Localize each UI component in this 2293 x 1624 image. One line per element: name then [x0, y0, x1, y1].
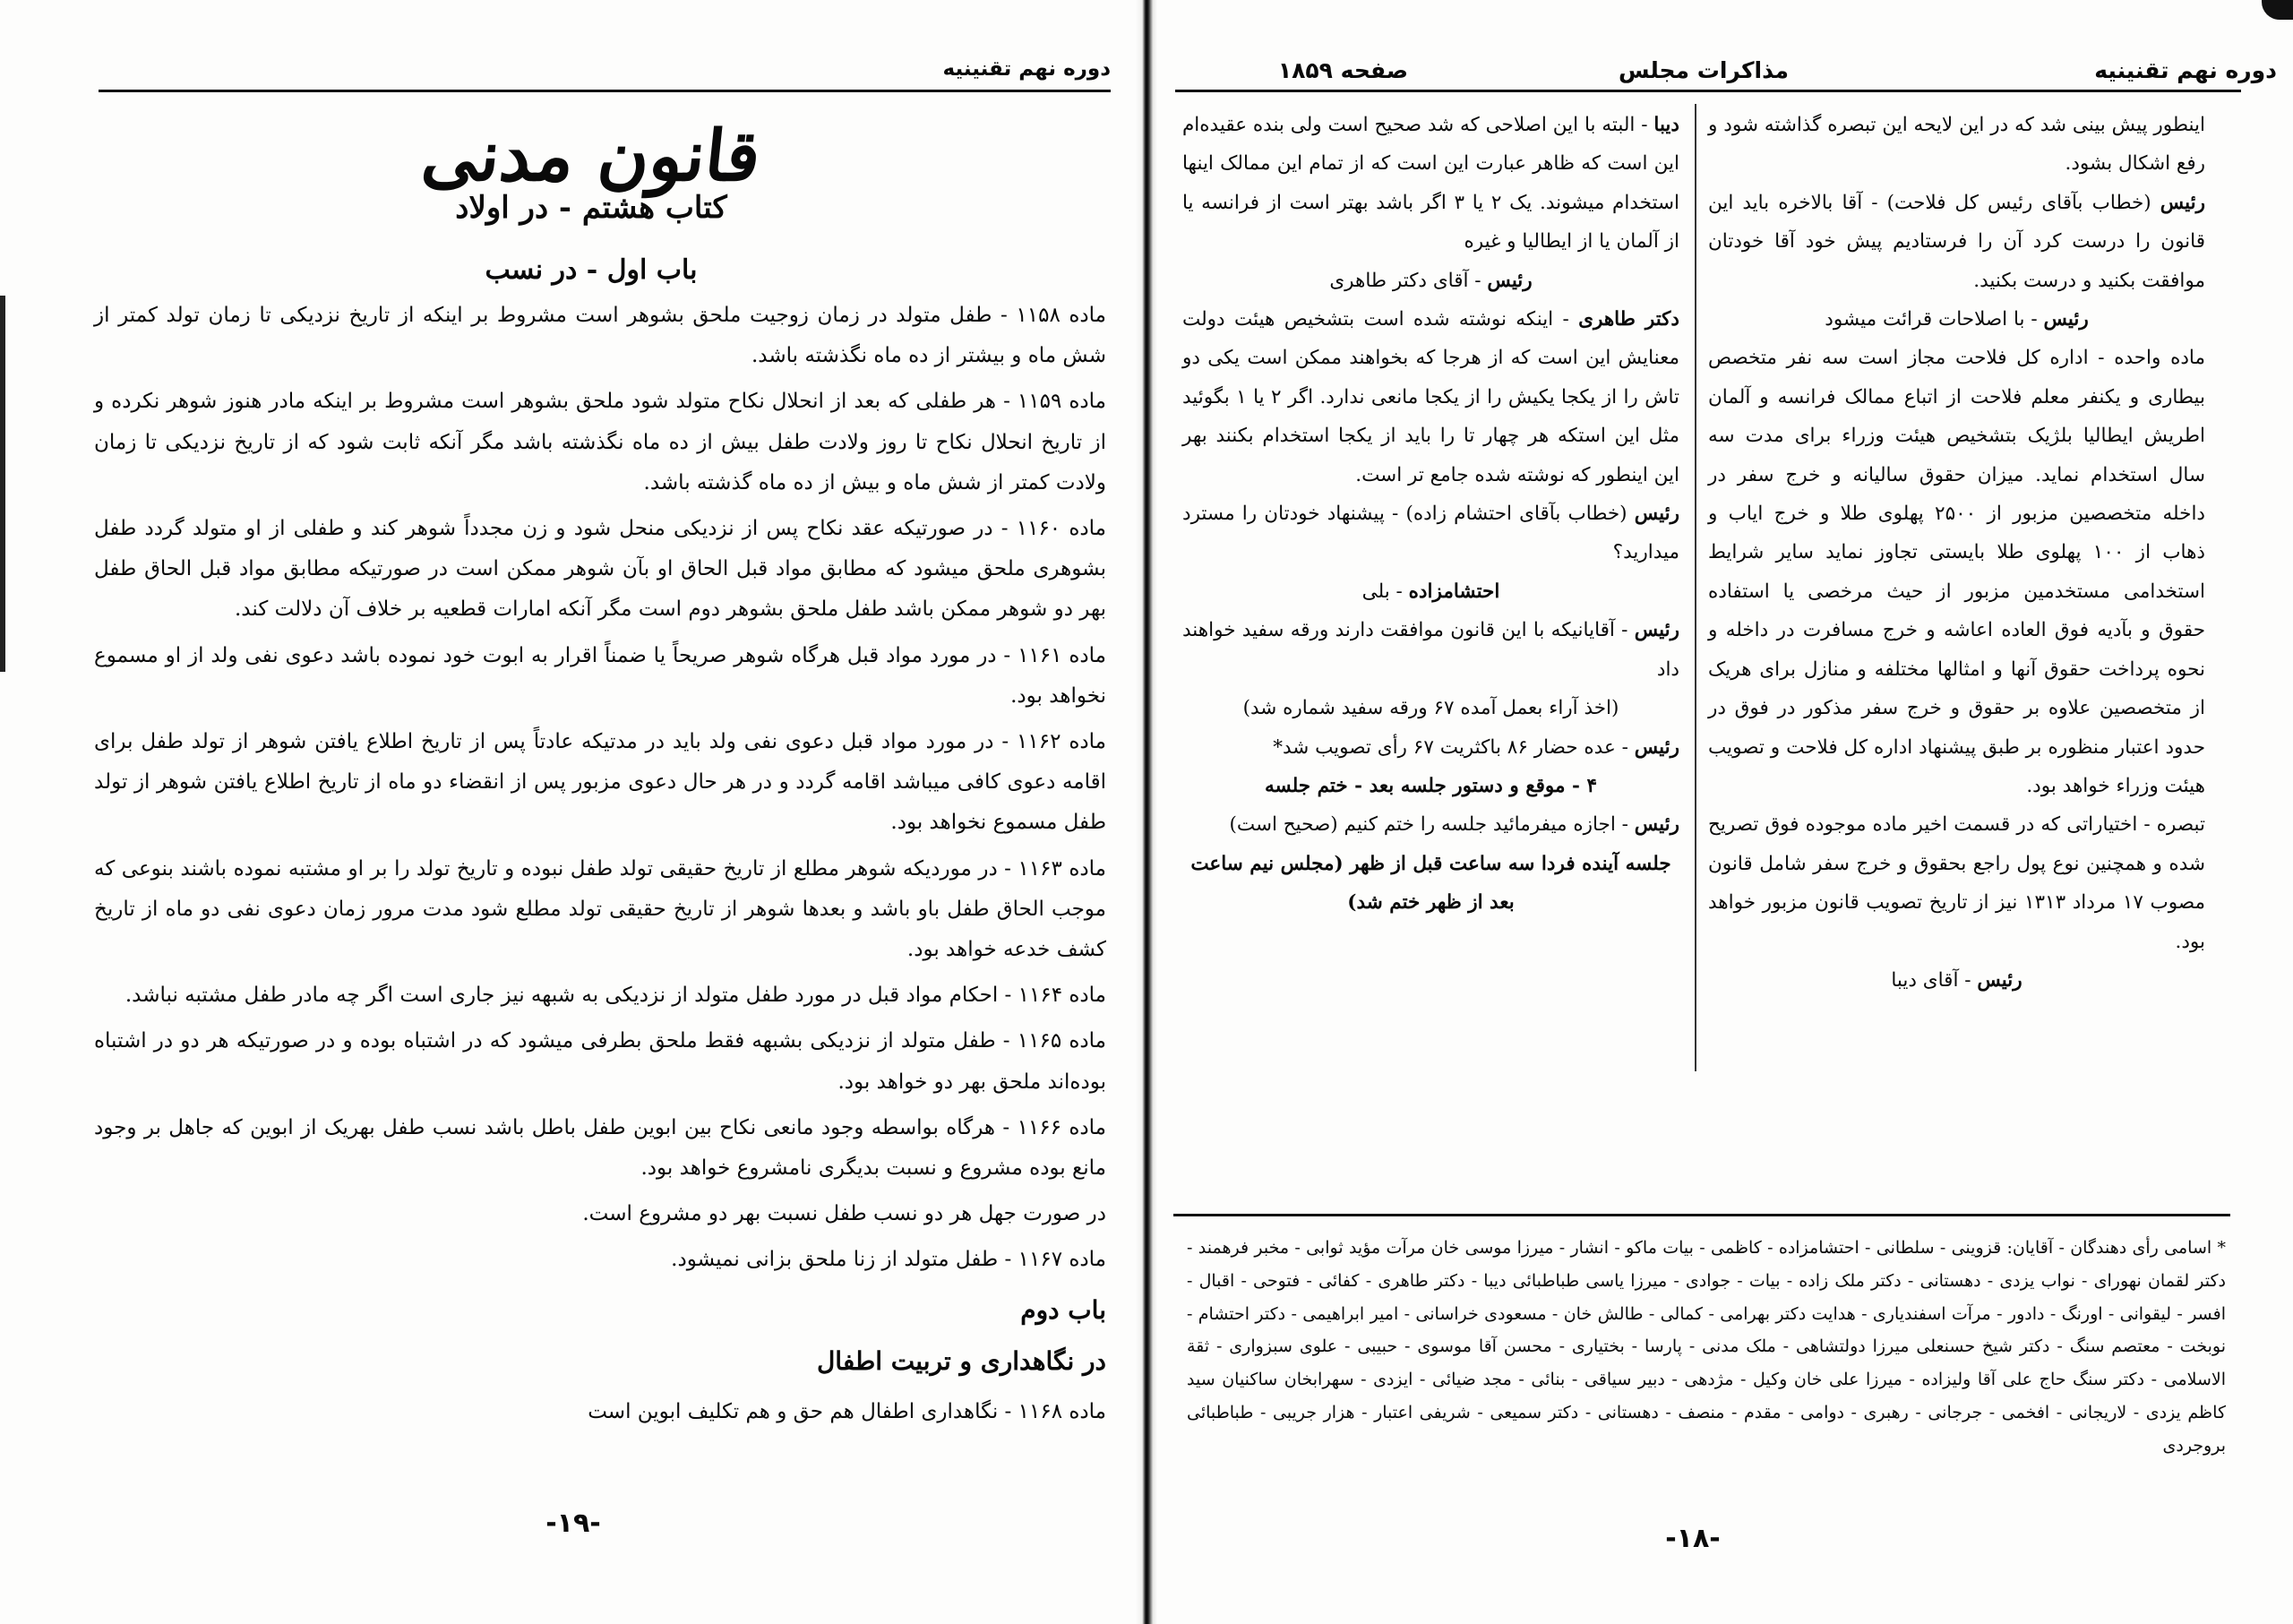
left-page: [0, 0, 1136, 1624]
right-header-rule: [1175, 90, 2241, 92]
article-1158: ماده ۱۱۵۸ - طفل متولد در زمان زوجیت ملحق بشوهر است مشروط بر اینکه از تاریخ نزدیکی تا زمان تولد کمتر از شش ماه و بیشتر از ده ماه نگذشته باشد.: [94, 304, 1107, 368]
article-1163: ماده ۱۱۶۳ - در موردیکه شوهر مطلع از تاریخ حقیقی تولد طفل نبوده و تاریخ تولد را بر او مشتبه نموده باشند بنوعی که موجب الحاق طفل باو باشد و بعدها شوهر از تاریخ حقیقی تولد مطلع شود مدت مرور زمان دعوی نفی دو ماه از تاریخ کشف خدعه خواهد بود.: [94, 856, 1106, 962]
article-1168: ماده ۱۱۶۸ - نگاهداری اطفال هم حق و هم تکلیف ابوین است: [588, 1400, 1106, 1424]
right-header-left: صفحه ۱۸۵۹: [1277, 57, 1408, 83]
right-header-center: مذاکرات مجلس: [1618, 57, 1789, 83]
paragraph: جلسه آینده فردا سه ساعت قبل از ظهر (مجلس نیم ساعت بعد از ظهر ختم شد): [1190, 852, 1671, 915]
article-1161: ماده ۱۱۶۱ - در مورد مواد قبل هرگاه شوهر صریحاً یا ضمناً اقرار به ابوت خود نموده باشد دعوی نفی ولد از او مسموع نخواهد بود.: [94, 643, 1106, 708]
paragraph: (اخذ آراء بعمل آمده ۶۷ ورقه سفید شماره شد): [1242, 697, 1619, 720]
paragraph: احتشامزاده - بلی: [1361, 580, 1500, 603]
article-1159: ماده ۱۱۵۹ - هر طفلی که بعد از انحلال نکاح متولد شود ملحق بشوهر است مشروط بر اینکه مادر هنوز شوهر نکرده و از تاریخ انحلال نکاح تا روز ولادت طفل بیش از ده ماه نگذشته باشد مگر آنکه ثابت شود که از تاریخ نزدیکی تا زمان ولادت کمتر از شش ماه و بیش از ده ماه گذشته باشد.: [94, 390, 1107, 494]
article-1160: ماده ۱۱۶۰ - در صورتیکه عقد نکاح پس از نزدیکی منحل شود و زن مجدداً شوهر کند و طفلی از او متولد گردد طفل بشوهری ملحق میشود که مطابق مواد قبل الحاق او بآن شوهر ممکن است در صورتیکه مطابق مواد قبل الحاق طفل بهر دو شوهر ممکن باشد طفل ملحق بشوهر دوم است مگر آنکه امارات قطعیه بر خلاف آن دلالت کند.: [94, 517, 1106, 622]
paragraph: رئیس - آقایانیکه با این قانون موافقت دارند ورقه سفید خواهند داد: [1182, 619, 1680, 681]
paragraph: رئیس - عده حضار ۸۶ باکثریت ۶۷ رأی تصویب شد*: [1273, 735, 1679, 759]
left-page-number: -۱۹-: [545, 1508, 601, 1539]
book-spine: [1136, 0, 1157, 1624]
article-1164: ماده ۱۱۶۴ - احکام مواد قبل در مورد طفل متولد از نزدیکی به شبهه نیز جاری است اگر چه مادر طفل مشتبه نباشد.: [125, 984, 1106, 1008]
article-1167: ماده ۱۱۶۷ - طفل متولد از زنا ملحق بزانی نمیشود.: [671, 1248, 1106, 1272]
chapter-two-heading: باب دوم: [1020, 1294, 1106, 1325]
paragraph: رئیس (خطاب بآقای رئیس کل فلاحت) - آقا بالاخره باید این قانون را درست کرد آن را فرستادیم پیش خود آقا خودتان موافقت بکنید و درست بکنید.: [1708, 191, 2205, 292]
article-1165: ماده ۱۱۶۵ - طفل متولد از نزدیکی بشبهه فقط ملحق بطرفی میشود که در اشتباه بوده و در صورتیکه هر دو در اشتباه بوده‌اند ملحق بهر دو خواهد بود.: [94, 1029, 1106, 1094]
paragraph: رئیس (خطاب بآقای احتشام زاده) - پیشنهاد خودتان را مسترد میدارید؟: [1182, 503, 1679, 564]
book-title: کتاب هشتم - در اولاد: [455, 190, 727, 226]
section-title: باب اول - در نسب: [485, 254, 698, 286]
column-divider: [1695, 104, 1696, 1071]
scan-edge-shadow: [0, 296, 5, 672]
article-1166: ماده ۱۱۶۶ - هرگاه بواسطه وجود مانعی نکاح بین ابوین طفل باطل باشد نسب طفل بهریک از ابوین که جاهل بر وجود مانع بوده مشروع و نسبت بدیگری نامشروع خواهد بود.: [94, 1115, 1106, 1181]
paragraph: رئیس - آقای دکتر طاهری: [1329, 269, 1533, 292]
paragraph: رئیس - با اصلاحات قرائت میشود: [1825, 308, 2089, 331]
article-1162: ماده ۱۱۶۲ - در مورد مواد قبل دعوی نفی ولد باید در مدتیکه عادتاً پس از تاریخ اطلاع یافتن شوهر از تولد طفل برای اقامه دعوی کافی میباشد اقامه گردد و در هر حال دعوی مزبور پس از انقضاء دو ماه از تاریخ اطلاع یافتن شوهر از تولد طفل مسموع نخواهد بود.: [94, 730, 1106, 835]
right-header-right: دوره نهم تقنینیه: [2094, 57, 2277, 83]
left-articles: [94, 296, 1106, 1438]
paragraph: رئیس - آقای دیبا: [1891, 968, 2022, 992]
right-page-number: -۱۸-: [1665, 1523, 1721, 1554]
footnote-voters-list: * اسامی رأی دهندگان - آقایان: قزوینی - سلطانی - احتشامزاده - کاظمی - بیات ماکو - انشار - میرزا موسی خان مرآت مؤید ثوابی - مخبر فرهمند - دکتر لقمان نهورای - نواب یزدی - دهستانی - دکتر ملک زاده - بیات - جوادی - میرزا یاسی طباطبائی دیبا - دکتر طاهری - کفائی - فتوحی - اقبال - افسر - لیقوانی - اورنگ - دادور - مرآت اسفندیاری - هدایت دکتر بهرامی - کمالی - طالش خان - مسعودی خراسانی - امیر ابراهیمی - دکتر احتشام - نوبخت - معتصم سنگ - دکتر شیخ حسنعلی میرزا دولتشاهی - ملک مدنی - پارسا - بختیاری - محسن آقا موسوی - حبیبی - علوی سبزواری - ثقة الاسلامی - دکتر سنگ حاج علی آقا ولیزاده - میرزا علی خان وکیل - مژدهی - دبیر سیاقی - بنائی - مجد ضیائی - ایزدی - سهرابخان ساکنیان سید کاظم یزدی - لاریجانی - افخمی - جرجانی - رهبری - دوامی - مقدم - منصف - دهستانی - دکتر سمیعی - شریفی اعتبار - هزار جریبی - طباطبائی بروجردی: [1187, 1238, 2226, 1456]
paragraph: اینطور پیش بینی شد که در این لایحه این تبصره گذاشته شود و رفع اشکال بشود.: [1708, 114, 2205, 176]
paragraph: دکتر طاهری - اینکه نوشته شده است بتشخیص هیئت دولت معنایش این است که از هرجا که بخواهند ممکن است یکی دو تاش را از یکجا یکیش را از یکجا مانعی ندارد. اگر ۲ یا ۱ بگوئید مثل این استکه هر چهار تا را باید از یکجا استخدام بکنند بهر این اینطور که نوشته شده جامع تر است.: [1182, 308, 1679, 486]
law-title: قانون مدنی: [417, 116, 765, 197]
paragraph: رئیس - اجازه میفرمائید جلسه را ختم کنیم (صحیح است): [1229, 813, 1679, 837]
footnote-rule: [1173, 1214, 2230, 1216]
left-running-header: دوره نهم تقنینیه: [942, 57, 1111, 81]
paragraph: دیبا - البته با این اصلاحی که شد صحیح است ولی بنده عقیده‌ام این است که ظاهر عبارت این است که از تمام این ممالک اینها استخدام میشوند. یک ۲ یا ۳ اگر باشد بهتر است از فرانسه یا از آلمان یا از ایطالیا و غیره: [1182, 114, 1679, 253]
left-header-rule: [99, 90, 1111, 92]
left-column: [1182, 106, 1679, 923]
article-1166-note: در صورت جهل هر دو نسب طفل نسبت بهر دو مشروع است.: [582, 1202, 1106, 1226]
paragraph: ۴ - موقع و دستور جلسه بعد - ختم جلسه: [1264, 774, 1598, 797]
chapter-two-title: در نگاهداری و تربیت اطفال: [816, 1345, 1106, 1376]
paragraph: ماده واحده - اداره کل فلاحت مجاز است سه نفر متخصص بیطاری و یکنفر معلم فلاحت از اتباع ممالک فرانسه و آلمان اطریش ایطالیا بلژیک بتشخیص هیئت وزراء برای مدت سه سال استخدام نماید. میزان حقوق سالیانه و خرج سفر در داخله متخصصین مزبور از ۲۵۰۰ پهلوی طلا و خرج ایاب و ذهاب از ۱۰۰ پهلوی طلا بایستی تجاوز نماید سایر شرایط استخدامی مستخدمین مزبور از حیث مرخصی یا استفاده حقوق و بآدیه فوق العاده اعاشه و خرج مسافرت در داخله و نحوه پرداخت حقوق آنها و امثالها مختلفه و منازل برای هریک از متخصصین علاوه بر حقوق و خرج سفر مذکور در فوق در حدود اعتبار منظوره بر طبق پیشنهاد اداره کل فلاحت و تصویب هیئت وزراء خواهد بود.: [1708, 347, 2205, 797]
paragraph: تبصره - اختیاراتی که در قسمت اخیر ماده موجوده فوق تصریح شده و همچنین نوع پول راجع بحقوق و خرج سفر شامل قانون مصوب ۱۷ مرداد ۱۳۱۳ نیز از تاریخ تصویب قانون مزبور خواهد بود.: [1708, 813, 2206, 953]
right-column: [1708, 106, 2205, 1000]
